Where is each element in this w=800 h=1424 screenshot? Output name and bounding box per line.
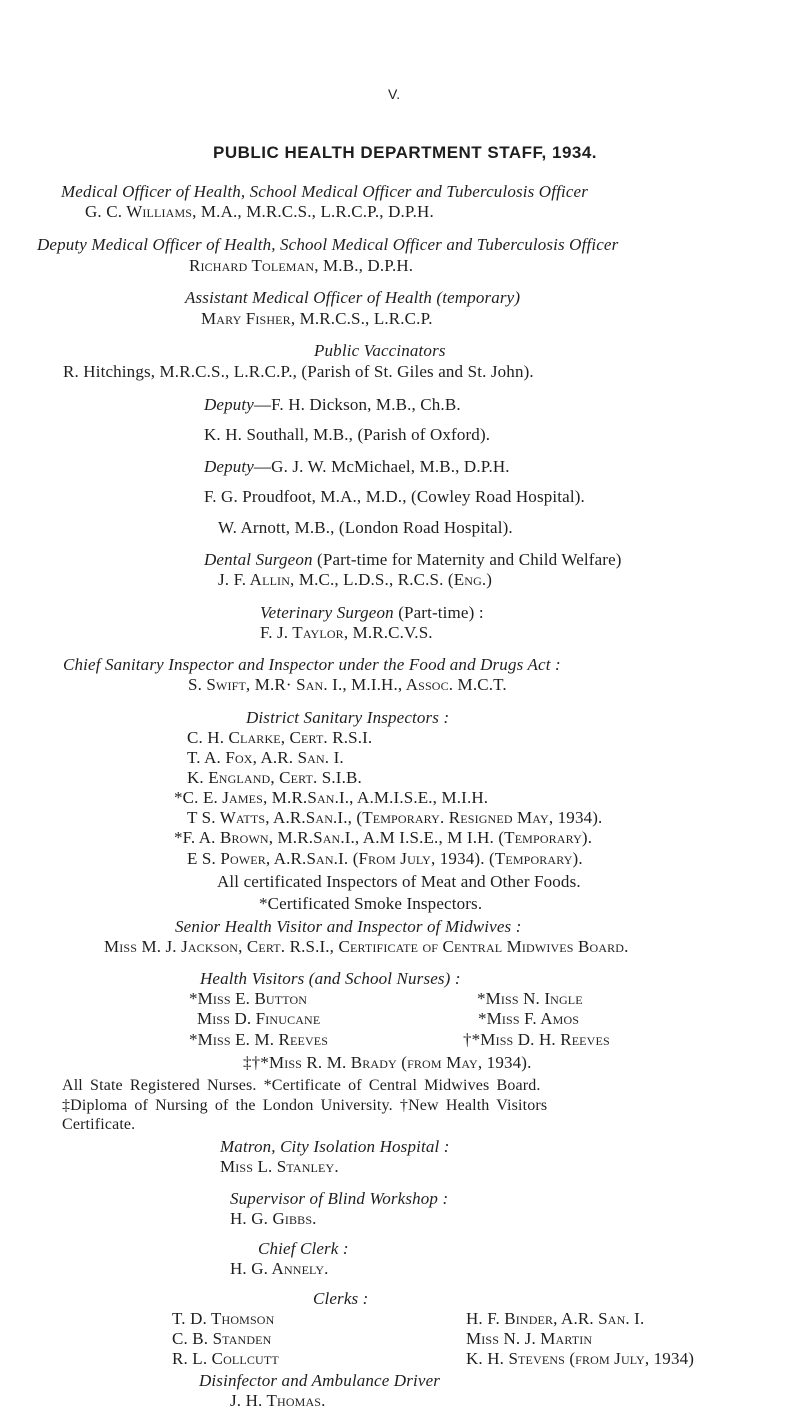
hv-footnote-2: ‡Diploma of Nursing of the London University. †New Health Visitors bbox=[62, 1097, 548, 1114]
clerk-right-1: H. F. Binder, A.R. San. I. bbox=[466, 1309, 645, 1328]
vaccinator-line-1: R. Hitchings, M.R.C.S., L.R.C.P., (Parish of St. Giles and St. John). bbox=[63, 362, 534, 381]
disinfector-name: J. H. Thomas. bbox=[230, 1391, 326, 1410]
clerk-left-2: C. B. Standen bbox=[172, 1329, 272, 1348]
deputy-moh-heading: Deputy Medical Officer of Health, School Medical Officer and Tuberculosis Officer bbox=[37, 235, 619, 254]
vet-heading-rest: (Part-time) : bbox=[393, 603, 484, 622]
page-title: PUBLIC HEALTH DEPARTMENT STAFF, 1934. bbox=[213, 143, 598, 162]
clerks-heading: Clerks : bbox=[313, 1289, 369, 1308]
hv-footnote-1: All State Registered Nurses. *Certificate of Central Midwives Board. bbox=[62, 1077, 541, 1094]
vet-heading-title: Veterinary Surgeon bbox=[260, 603, 394, 622]
vaccinator-line-2: K. H. Southall, M.B., (Parish of Oxford). bbox=[204, 425, 491, 444]
deputy-label-1: Deputy bbox=[204, 395, 254, 414]
district-inspector-2: T. A. Fox, A.R. San. I. bbox=[187, 748, 344, 767]
health-visitor-right-1: *Miss N. Ingle bbox=[477, 989, 583, 1008]
vaccinator-line-3: F. G. Proudfoot, M.A., M.D., (Cowley Road Hospital). bbox=[204, 487, 585, 506]
disinfector-heading: Disinfector and Ambulance Driver bbox=[199, 1371, 441, 1390]
inspectors-note-1: All certificated Inspectors of Meat and Other Foods. bbox=[217, 872, 581, 891]
page-number: V. bbox=[388, 86, 401, 102]
matron-heading: Matron, City Isolation Hospital : bbox=[220, 1137, 450, 1156]
health-visitors-heading: Health Visitors (and School Nurses) : bbox=[200, 969, 461, 988]
dental-heading bbox=[204, 550, 622, 570]
senior-hv-name: Miss M. J. Jackson, Cert. R.S.I., Certificate of Central Midwives Board. bbox=[104, 937, 629, 956]
inspectors-note-2: *Certificated Smoke Inspectors. bbox=[259, 894, 483, 913]
clerk-right-2: Miss N. J. Martin bbox=[466, 1329, 593, 1348]
deputy-line-1 bbox=[204, 395, 461, 415]
chief-clerk-name: H. G. Annely. bbox=[230, 1259, 329, 1278]
health-visitor-left-2: Miss D. Finucane bbox=[197, 1009, 321, 1028]
clerk-right-3: K. H. Stevens (from July, 1934) bbox=[466, 1349, 695, 1368]
deputy-line-2 bbox=[204, 457, 510, 477]
moh-name: G. C. Williams, M.A., M.R.C.S., L.R.C.P., D.P.H. bbox=[85, 202, 434, 221]
chief-clerk-heading: Chief Clerk : bbox=[258, 1239, 349, 1258]
supervisor-heading: Supervisor of Blind Workshop : bbox=[230, 1189, 449, 1208]
assistant-moh-heading: Assistant Medical Officer of Health (temporary) bbox=[185, 288, 521, 307]
hv-footnote-3: Certificate. bbox=[62, 1116, 136, 1133]
district-inspector-4: *C. E. James, M.R.San.I., A.M.I.S.E., M.I.H. bbox=[174, 788, 489, 807]
supervisor-name: H. G. Gibbs. bbox=[230, 1209, 317, 1228]
health-visitor-right-3: †*Miss D. H. Reeves bbox=[463, 1030, 610, 1049]
vet-heading bbox=[260, 603, 484, 623]
moh-heading: Medical Officer of Health, School Medical Officer and Tuberculosis Officer bbox=[61, 182, 588, 201]
health-visitor-extra: ‡†*Miss R. M. Brady (from May, 1934). bbox=[243, 1053, 532, 1072]
chief-inspector-name: S. Swift, M.R· San. I., M.I.H., Assoc. M.C.T. bbox=[188, 675, 507, 694]
deputy-moh-name: Richard Toleman, M.B., D.P.H. bbox=[189, 256, 414, 275]
health-visitor-right-2: *Miss F. Amos bbox=[478, 1009, 580, 1028]
dental-heading-title: Dental Surgeon bbox=[204, 550, 313, 569]
vaccinator-line-4: W. Arnott, M.B., (London Road Hospital). bbox=[218, 518, 513, 537]
district-inspector-6: *F. A. Brown, M.R.San.I., A.M I.S.E., M I.H. (Temporary). bbox=[174, 828, 593, 847]
deputy-name-1: —F. H. Dickson, M.B., Ch.B. bbox=[254, 395, 461, 414]
vet-name: F. J. Taylor, M.R.C.V.S. bbox=[260, 623, 433, 642]
chief-inspector-heading: Chief Sanitary Inspector and Inspector under the Food and Drugs Act : bbox=[63, 655, 561, 674]
dental-heading-rest: (Part-time for Maternity and Child Welfare) bbox=[312, 550, 622, 569]
deputy-label-2: Deputy bbox=[204, 457, 254, 476]
clerk-left-3: R. L. Collcutt bbox=[172, 1349, 279, 1368]
senior-hv-heading: Senior Health Visitor and Inspector of Midwives : bbox=[175, 917, 522, 936]
dental-name: J. F. Allin, M.C., L.D.S., R.C.S. (Eng.) bbox=[218, 570, 493, 589]
assistant-moh-name: Mary Fisher, M.R.C.S., L.R.C.P. bbox=[201, 309, 433, 328]
clerk-left-1: T. D. Thomson bbox=[172, 1309, 275, 1328]
district-inspector-1: C. H. Clarke, Cert. R.S.I. bbox=[187, 728, 373, 747]
district-inspectors-heading: District Sanitary Inspectors : bbox=[246, 708, 450, 727]
vaccinators-heading: Public Vaccinators bbox=[314, 341, 446, 360]
matron-name: Miss L. Stanley. bbox=[220, 1157, 339, 1176]
district-inspector-7: E S. Power, A.R.San.I. (From July, 1934). (Temporary). bbox=[187, 849, 583, 868]
district-inspector-5: T S. Watts, A.R.San.I., (Temporary. Resigned May, 1934). bbox=[187, 808, 603, 827]
deputy-name-2: —G. J. W. McMichael, M.B., D.P.H. bbox=[254, 457, 510, 476]
health-visitor-left-3: *Miss E. M. Reeves bbox=[189, 1030, 329, 1049]
district-inspector-3: K. England, Cert. S.I.B. bbox=[187, 768, 362, 787]
health-visitor-left-1: *Miss E. Button bbox=[189, 989, 308, 1008]
